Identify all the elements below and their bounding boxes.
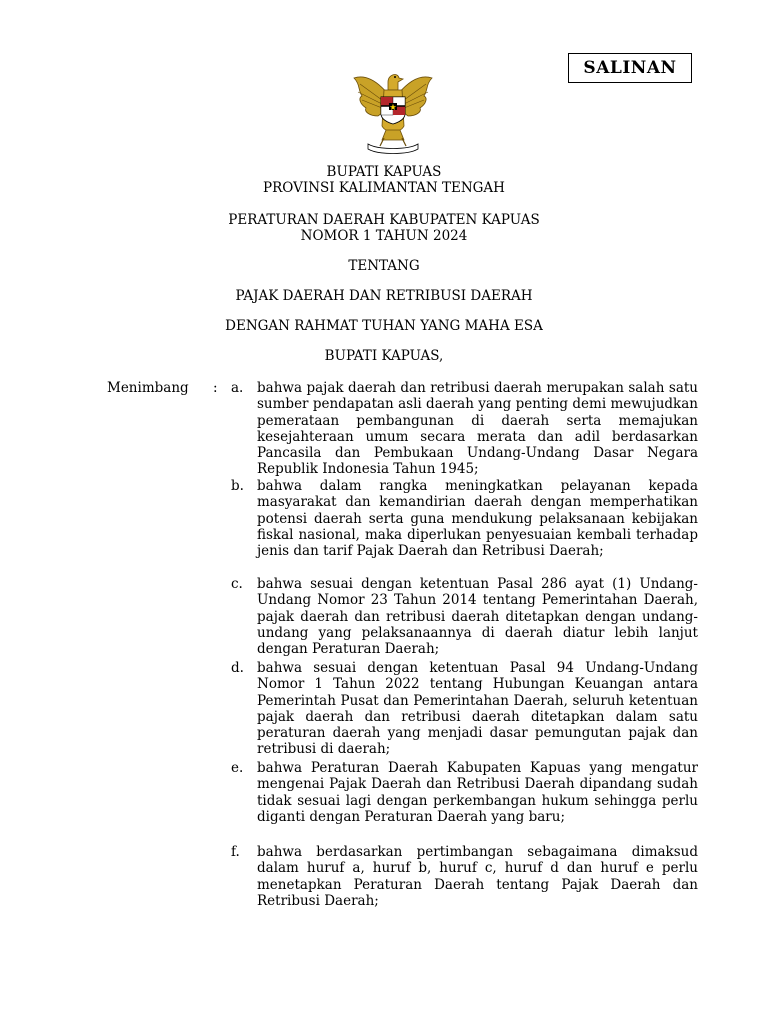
item-text: bahwa dalam rangka meningkatkan pelayanan kepada masyarakat dan kemandirian daerah dengan memperhatikan potensi daerah serta guna mendukung pelaksanaan kebijakan fiskal nasional, maka diperlukan penyesuaian kembali terhadap jenis dan tarif Pajak Daerah dan Retribusi Daerah; <box>257 478 698 560</box>
salinan-stamp <box>568 53 692 83</box>
item-letter: a. <box>231 380 244 396</box>
item-text: bahwa Peraturan Daerah Kabupaten Kapuas yang mengatur mengenai Pajak Daerah dan Retribusi Daerah dipandang sudah tidak sesuai lagi dengan perkembangan hukum sehingga perlu diganti dengan Peraturan Daerah yang baru; <box>257 760 698 825</box>
province-title: PROVINSI KALIMANTAN TENGAH <box>263 180 505 196</box>
salinan-label: SALINAN <box>583 58 677 78</box>
considering-label: Menimbang <box>107 380 189 396</box>
item-letter: f. <box>231 844 240 860</box>
item-text: bahwa pajak daerah dan retribusi daerah merupakan salah satu sumber pendapatan asli daerah yang penting demi mewujudkan pemerataan pembangunan di daerah serta memajukan kesejahteraan umum secara merata dan adil berdasarkan Pancasila dan Pembukaan Undang-Undang Dasar Negara Republik Indonesia Tahun 1945; <box>257 380 698 478</box>
considering-colon: : <box>213 380 218 396</box>
item-text: bahwa sesuai dengan ketentuan Pasal 94 Undang-Undang Nomor 1 Tahun 2022 tentang Hubungan Keuangan antara Pemerintah Pusat dan Pemerintahan Daerah, seluruh ketentuan pajak daerah dan retribusi daerah ditetapkan dalam satu peraturan daerah yang menjadi dasar pemungutan pajak dan retribusi di daerah; <box>257 660 698 758</box>
item-letter: b. <box>231 478 244 494</box>
preamble-blessing: DENGAN RAHMAT TUHAN YANG MAHA ESA <box>225 318 543 334</box>
item-text: bahwa berdasarkan pertimbangan sebagaimana dimaksud dalam huruf a, huruf b, huruf c, huruf d dan huruf e perlu menetapkan Peraturan Daerah tentang Pajak Daerah dan Retribusi Daerah; <box>257 844 698 909</box>
garuda-pancasila-emblem-icon <box>348 64 438 156</box>
issuer-line: BUPATI KAPUAS, <box>324 348 444 364</box>
item-letter: e. <box>231 760 244 776</box>
item-letter: c. <box>231 576 243 592</box>
item-text: bahwa sesuai dengan ketentuan Pasal 286 ayat (1) Undang-Undang Nomor 23 Tahun 2014 tentang Pemerintahan Daerah, pajak daerah dan retribusi daerah ditetapkan dengan undang-undang yang pelaksanaannya di daerah diatur lebih lanjut dengan Peraturan Daerah; <box>257 576 698 658</box>
regulation-subject: PAJAK DAERAH DAN RETRIBUSI DAERAH <box>235 288 533 304</box>
regulation-title: PERATURAN DAERAH KABUPATEN KAPUAS <box>228 212 540 228</box>
item-letter: d. <box>231 660 244 676</box>
about-heading: TENTANG <box>348 258 420 274</box>
regulation-number: NOMOR 1 TAHUN 2024 <box>300 228 468 244</box>
regent-title: BUPATI KAPUAS <box>326 164 442 180</box>
